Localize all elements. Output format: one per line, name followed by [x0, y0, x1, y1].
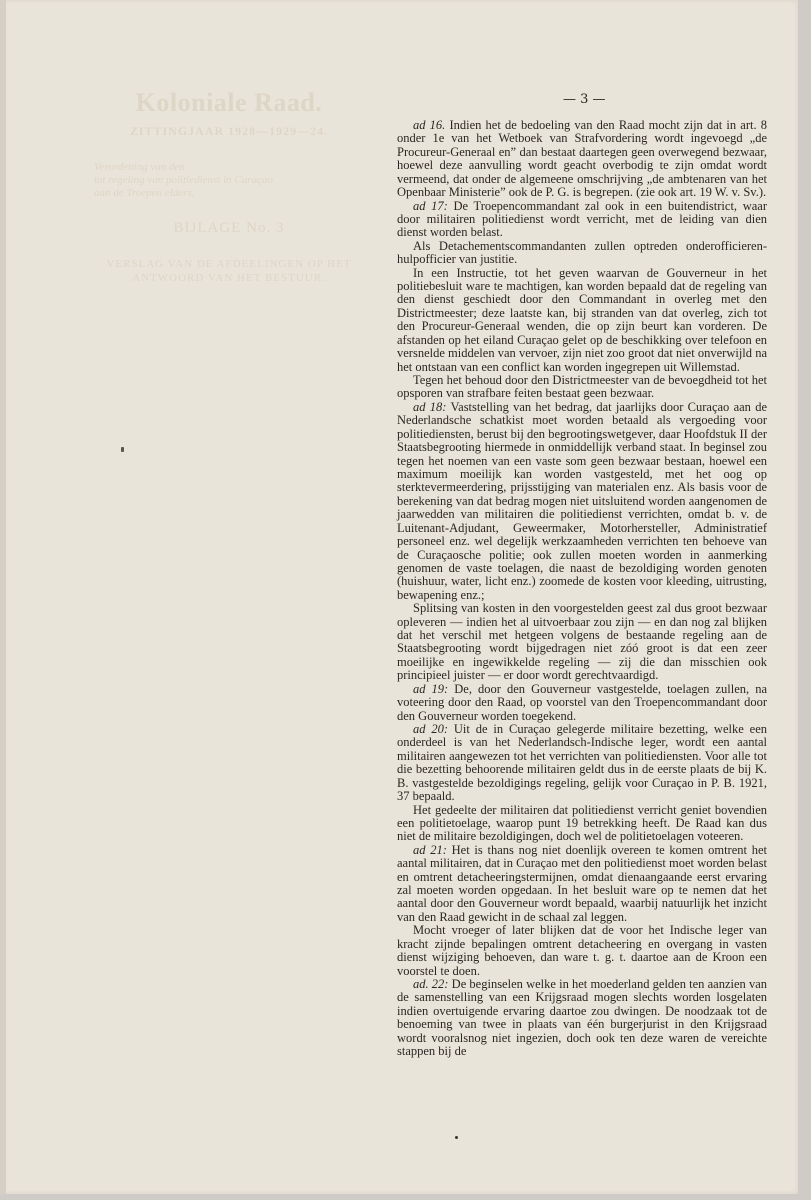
article-label: ad 20:: [413, 721, 449, 736]
page-binding-edge: [0, 0, 6, 1194]
article-label: ad 18:: [413, 399, 447, 414]
paragraph-text: Indien het de bedoeling van den Raad mocht zijn dat in art. 8 onder 1e van het Wetboek van Strafvordering wordt ingevoegd „de Procureur-Generaal en” dan bestaat daartegen geen overwegend bezwaar, hoewel deze aanvulling wordt geacht overbodig te zijn omdat wordt vermeend, dat onder de algemeene omschrijving „de ambtenaren van het Openbaar Ministerie” ook de P. G. is begrepen. (zie ook art. 19 W. v. Sv.).: [397, 118, 768, 200]
bottom-dot-mark: [455, 1136, 458, 1139]
body-text-column: [397, 119, 767, 1059]
paragraph-text: Het is thans nog niet doenlijk overeen te komen omtrent het aantal militairen, dat in Curaçao met den politiedienst moet worden belast en omtrent detacheeringstermijnen, omdat dienaangaande eerst ervaring zal moeten worden opgedaan. In het besluit ware op te nemen dat het aantal door den Gouverneur wordt bepaald, waarbij natuurlijk het inzicht van den Raad gewicht in de schaal zal leggen.: [397, 842, 767, 924]
paragraph: [397, 119, 767, 200]
article-label: ad 21:: [413, 842, 447, 857]
paragraph-text: Mocht vroeger of later blijken dat de voor het Indische leger van kracht zijnde bepalingen omtrent detacheering en overgang in vasten dienst wijziging behoeven, dan ware t. g. t. daartoe aan de Kroon een voorstel te doen.: [397, 923, 767, 978]
paragraph: [397, 374, 767, 401]
paragraph: [397, 200, 767, 240]
article-label: ad. 22:: [413, 977, 449, 991]
ghost-session: ZITTINGJAAR 1928—1929—24.: [129, 124, 329, 138]
bleed-through-header: [84, 88, 374, 285]
ghost-title: Koloniale Raad.: [135, 88, 323, 117]
margin-mark: [121, 447, 124, 452]
paragraph: [397, 844, 767, 925]
article-label: ad 19:: [413, 681, 449, 696]
paragraph: [397, 804, 767, 844]
paragraph: [397, 401, 767, 602]
paragraph: [397, 723, 767, 804]
paragraph: [397, 924, 767, 978]
ghost-subtitle: Verordening van den tot regeling van politiedienst in Curaçao aan de Troepen elders.: [94, 161, 273, 199]
paragraph-text: De Troepencommandant zal ook in een buitendistrict, waar door militairen politiedienst wordt verricht, met de leiding van dien dienst worden belast.: [397, 198, 767, 240]
paragraph: [397, 267, 767, 374]
paragraph: [397, 240, 767, 267]
paragraph-text: De, door den Gouverneur vastgestelde, toelagen zullen, na voteering door den Raad, op voorstel van den Troepencommandant door den Gouverneur worden toegekend.: [397, 681, 767, 723]
paragraph-text: Het gedeelte der militairen dat politiedienst verricht geniet bovendien een politietoelage, waarop punt 19 betrekking heeft. De Raad kan dus niet de militaire bezoldigingen, doch wel de politietoelagen voteeren.: [397, 802, 767, 844]
ghost-bijlage: BIJLAGE No. 3: [173, 220, 285, 236]
page-number: — 3 —: [563, 92, 606, 107]
paragraph: [397, 683, 767, 723]
paragraph-text: Tegen het behoud door den Districtmeester van de bevoegdheid tot het opsporen van strafbare feiten bestaat geen bezwaar.: [397, 373, 767, 401]
paragraph: [397, 978, 767, 1059]
paragraph-text: Splitsing van kosten in den voorgestelden geest zal dus groot bezwaar opleveren — indien het al uitvoerbaar zou zijn — en dan nog zal blijken dat het verschil met hetgeen volgens de bestaande regeling aan de Staatsbegrooting wordt bijgedragen niet zóó groot is dat een zeer moeilijke en ingewikkelde regeling — zij die dan misschien ook principieel juister — er door wordt gerechtvaardigd.: [397, 601, 767, 683]
ghost-verslag: VERSLAG VAN DE AFDEELINGEN OP HET ANTWOORD VAN HET BESTUUR.: [106, 258, 352, 284]
paragraph-text: Als Detachementscommandanten zullen optreden onderofficieren-hulpofficier van justitie.: [397, 238, 767, 267]
paragraph-text: Vaststelling van het bedrag, dat jaarlijks door Curaçao aan de Nederlandsche schatkist moet worden betaald als vergoeding voor politiediensten, berust bij den begrootingswetgever, daar Hoofdstuk II der Staatsbegrooting hiermede in onmiddellijk verband staat. In beginsel zou tegen het noemen van een vaste som geen bezwaar bestaan, hoewel een maximum moeilijk kan worden vastgesteld, met het oog op sterktevermeerdering, prijsstijging van materialen enz. Als basis voor de berekening van dat bedrag mogen niet uitsluitend worden aangenomen de jaarwedden van militairen die politiedienst verrichten, omdat b. v. de Luitenant-Adjudant, Geweermaker, Motorhersteller, Administratief personeel enz. wel degelijk werkzaamheden verrichten ten behoeve van de Curaçaosche politie; ook zullen moeten worden in aanmerking genomen de vaste toelagen, die naast de bezoldiging worden genoten (huishuur, water, licht enz.) zoomede de kosten voor kleeding, uitrusting, bewapening enz.;: [397, 399, 768, 602]
paragraph-text: De beginselen welke in het moederland gelden ten aanzien van de samenstelling van een Krijgsraad mogen slechts worden losgelaten indien overtuigende ervaring daartoe zou dwingen. De noodzaak tot de benoeming van twee in plaats van één burgerjurist in den Krijgsraad wordt vooralsnog niet ingezien, doch ook ten deze waren de vereichte stappen bij de: [397, 977, 767, 1059]
article-label: ad 16.: [413, 118, 446, 132]
paragraph-text: Uit de in Curaçao gelegerde militaire bezetting, welke een onderdeel is van het Nederlandsch-Indische leger, wordt een aantal militairen aangewezen tot het verrichten van politiediensten. Voor alle tot die bezetting behoorende militairen geldt dus in de eerste plaats de bij K. B. vastgestelde bezoldigings regeling, gelijk voor Curaçao in P. B. 1921, 37 bepaald.: [397, 721, 767, 804]
article-label: ad 17:: [413, 198, 448, 213]
paragraph: [397, 602, 767, 683]
paragraph-text: In een Instructie, tot het geven waarvan de Gouverneur in het politiebesluit ware te machtigen, kan worden bepaald dat de regeling van den dienst geschiedt door den Commandant in overleg met den Districtmeester; deze laatste kan, bij stranden van dat overleg, zich tot den Procureur-Generaal wenden, die op zijn beurt kan vorderen. De afstanden op het eiland Curaçao gelet op de beschikking over telefoon en versnelde middelen van vervoer, zijn niet zoo groot dat niet onverwijld na het ontstaan van een conflict kan worden ingegrepen uit Willemstad.: [397, 265, 767, 374]
